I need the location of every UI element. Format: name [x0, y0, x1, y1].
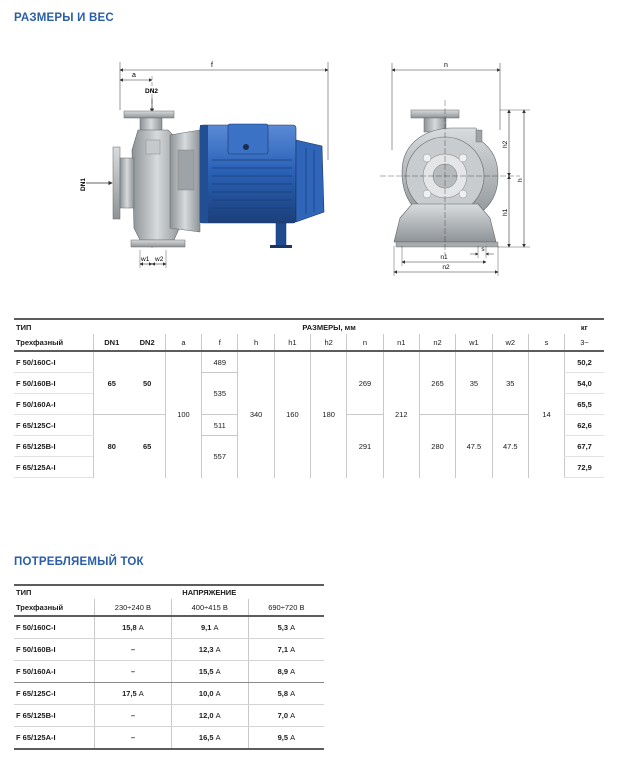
value-h1: 160: [274, 351, 310, 478]
value-dn1: 80: [94, 415, 130, 478]
current-cell: 15,8 А: [95, 616, 172, 639]
label-f: f: [211, 62, 213, 69]
section-title-dimensions: РАЗМЕРЫ И ВЕС: [14, 12, 114, 24]
header-voltage: НАПРЯЖЕНИЕ: [95, 585, 325, 599]
header-type: ТИП: [14, 585, 95, 599]
col-h2: h2: [311, 334, 347, 351]
current-cell: –: [95, 639, 172, 661]
value-dn2: 65: [142, 441, 152, 451]
current-cell: 7,1 А: [248, 639, 324, 661]
model-name: F 65/125A-I: [14, 727, 95, 750]
current-cell: 12,3 А: [171, 639, 248, 661]
current-table: [14, 584, 324, 750]
value-weight: 72,9: [565, 457, 604, 478]
value-dn1: 65: [94, 351, 130, 415]
model-name: F 65/125C-I: [14, 415, 94, 436]
section-title-current: ПОТРЕБЛЯЕМЫЙ ТОК: [14, 556, 144, 568]
value-a: 100: [165, 351, 201, 478]
model-name: F 50/160B-I: [14, 639, 95, 661]
value-w1: 47.5: [456, 415, 492, 478]
current-cell: 10,0 А: [171, 683, 248, 705]
col-dn1: DN1: [94, 334, 130, 351]
value-weight: 67,7: [565, 436, 604, 457]
current-cell: 12,0 А: [171, 705, 248, 727]
current-cell: 17,5 А: [95, 683, 172, 705]
value-s: 14: [528, 351, 564, 478]
current-cell: 15,5 А: [171, 661, 248, 683]
current-cell: 7,0 А: [248, 705, 324, 727]
value-w2: 47.5: [492, 415, 528, 478]
value-h: 340: [238, 351, 274, 478]
label-h2: h2: [502, 140, 509, 148]
value-n2: 265: [419, 351, 455, 415]
side-view: [80, 62, 328, 268]
subheader-three-phase: Трехфазный: [14, 599, 95, 616]
current-cell: 5,8 А: [248, 683, 324, 705]
value-h2: 180: [311, 351, 347, 478]
col-a: a: [165, 334, 201, 351]
label-n1: n1: [440, 254, 448, 261]
model-name: F 50/160A-I: [14, 394, 94, 415]
current-cell: 9,1 А: [171, 616, 248, 639]
front-view: [380, 62, 530, 276]
label-dn2: DN2: [145, 88, 159, 95]
dimensions-table: [14, 318, 604, 478]
label-w2: w2: [155, 256, 164, 263]
model-name: F 50/160C-I: [14, 351, 94, 373]
header-kg: кг: [565, 319, 604, 334]
label-a: a: [132, 72, 136, 79]
col-dn2: DN2: [129, 334, 165, 351]
header-type: ТИП: [14, 319, 94, 334]
model-name: F 65/125A-I: [14, 457, 94, 478]
value-f: 489: [202, 351, 238, 373]
label-h1: h1: [502, 208, 509, 216]
col-h1: h1: [274, 334, 310, 351]
model-name: F 50/160B-I: [14, 373, 94, 394]
value-dn2: 50: [129, 351, 165, 415]
value-w2: 35: [492, 351, 528, 415]
current-cell: 8,9 А: [248, 661, 324, 683]
model-name: F 50/160C-I: [14, 616, 95, 639]
label-s: s: [481, 246, 485, 253]
current-cell: 5,3 А: [248, 616, 324, 639]
model-name: F 65/125C-I: [14, 683, 95, 705]
col-n: n: [347, 334, 383, 351]
value-weight: 62,6: [565, 415, 604, 436]
voltage-230-240: 230÷240 В: [95, 599, 172, 616]
col-f: f: [202, 334, 238, 351]
value-n: 291: [347, 415, 383, 478]
value-f: 557: [202, 436, 238, 478]
label-h: h: [517, 178, 524, 182]
value-n2: 280: [419, 415, 455, 478]
col-h: h: [238, 334, 274, 351]
model-name: F 50/160A-I: [14, 661, 95, 683]
value-weight: 54,0: [565, 373, 604, 394]
value-weight: 65,5: [565, 394, 604, 415]
col-3phase-kg: 3~: [565, 334, 604, 351]
label-n2: n2: [442, 264, 450, 271]
label-n: n: [444, 62, 448, 69]
voltage-690-720: 690÷720 В: [248, 599, 324, 616]
header-sizes: РАЗМЕРЫ, мм: [94, 319, 565, 334]
current-cell: –: [95, 661, 172, 683]
value-n1: 212: [383, 351, 419, 478]
value-n: 269: [347, 351, 383, 415]
subheader-three-phase: Трехфазный: [14, 334, 94, 351]
col-w1: w1: [456, 334, 492, 351]
model-name: F 65/125B-I: [14, 436, 94, 457]
col-n1: n1: [383, 334, 419, 351]
current-cell: 16,5 А: [171, 727, 248, 750]
model-name: F 65/125B-I: [14, 705, 95, 727]
current-cell: –: [95, 727, 172, 750]
value-f: 535: [202, 373, 238, 415]
col-w2: w2: [492, 334, 528, 351]
label-w1: w1: [141, 256, 150, 263]
label-dn1: DN1: [80, 177, 87, 191]
voltage-400-415: 400÷415 В: [171, 599, 248, 616]
value-f: 511: [202, 415, 238, 436]
current-cell: 9,5 А: [248, 727, 324, 750]
value-weight: 50,2: [565, 351, 604, 373]
value-w1: 35: [456, 351, 492, 415]
pump-dimension-drawing: [0, 0, 619, 300]
col-s: s: [528, 334, 564, 351]
current-cell: –: [95, 705, 172, 727]
col-n2: n2: [419, 334, 455, 351]
